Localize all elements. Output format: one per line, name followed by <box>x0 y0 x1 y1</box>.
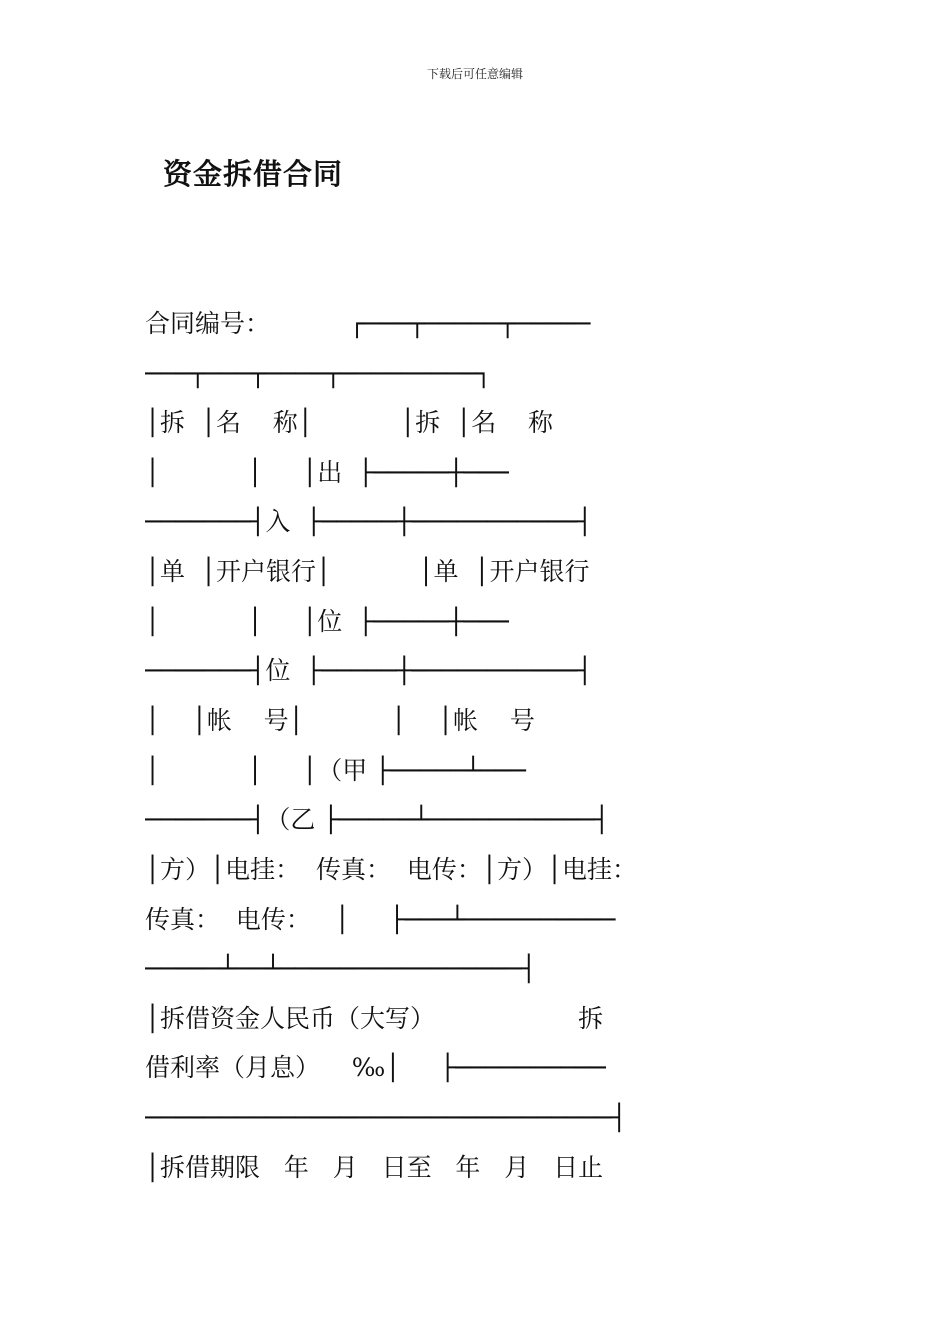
header-note: 下载后可任意编辑 <box>426 67 523 81</box>
document-title: 资金拆借合同 <box>163 157 344 191</box>
table-line: ───────┤入 ├─────┼───────────┤ <box>145 507 593 536</box>
table-line: ─────┴──┴────────────────┤ <box>145 954 537 983</box>
table-line: │拆借期限 年 月 日至 年 月 日止 <box>145 1153 604 1182</box>
table-line: │方）│电挂： 传真： 电传：│方）│电挂： <box>145 855 637 884</box>
table-line: │ │ │（甲 ├─────┴─── <box>145 756 526 785</box>
table-line: │拆 │名 称│ │拆 │名 称 <box>145 408 554 437</box>
table-line: │拆借资金人民币（大写） 拆 <box>145 1004 604 1033</box>
contract-number-line: 合同编号： ┌───┬─────┬───── <box>145 309 591 338</box>
table-line: ───────────────────────────────┤ <box>145 1103 627 1132</box>
table-line: 传真： 电传： │ ├───┴────────── <box>145 905 616 934</box>
table-line: 借利率（月息） ‰│ ├────────── <box>145 1053 606 1082</box>
table-line: │ │ │位 ├─────┼─── <box>145 607 509 636</box>
table-line: │ │帐 号│ │ │帐 号 <box>145 706 535 735</box>
table-line: ───────┤（乙 ├─────┴───────────┤ <box>145 805 610 834</box>
table-line: │单 │开户银行│ │单 │开户银行 <box>145 557 590 586</box>
table-line: ───────┤位 ├─────┼───────────┤ <box>145 656 593 685</box>
table-line: ───┬───┬────┬─────────┐ <box>145 359 492 388</box>
table-line: │ │ │出 ├─────┼─── <box>145 458 509 487</box>
